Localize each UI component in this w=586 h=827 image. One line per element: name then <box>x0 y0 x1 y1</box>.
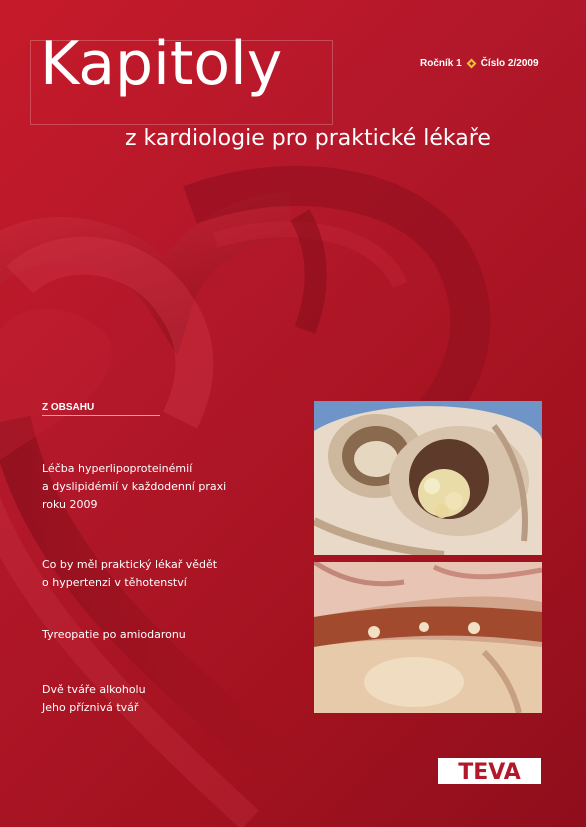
contents-divider <box>42 415 160 416</box>
svg-text:TEVA: TEVA <box>458 760 521 784</box>
article-line: Léčba hyperlipoproteinémií <box>42 462 193 475</box>
journal-title: Kapitoly <box>40 29 283 99</box>
contents-heading: Z OBSAHU <box>42 402 95 413</box>
article-alcohol <box>42 681 146 717</box>
diamond-separator-icon <box>466 59 476 69</box>
article-hyperlipoproteinemia <box>42 460 226 514</box>
journal-subtitle: z kardiologie pro praktické lékaře <box>125 126 491 151</box>
article-line: Dvě tváře alkoholu <box>42 683 146 696</box>
issue-label: Číslo 2/2009 <box>480 58 539 69</box>
teva-logo <box>438 758 541 784</box>
article-line: Co by měl praktický lékař vědět <box>42 558 218 571</box>
volume-label: Ročník 1 <box>420 58 462 69</box>
issue-info <box>420 58 539 69</box>
article-amiodarone <box>42 626 186 644</box>
heart-tissue-photo <box>314 562 542 713</box>
article-line: o hypertenzi v těhotenství <box>42 576 187 589</box>
article-line: Tyreopatie po amiodaronu <box>42 628 186 641</box>
article-line: Jeho příznivá tvář <box>42 701 139 714</box>
heart-valve-photo <box>314 401 542 555</box>
article-hypertension-pregnancy <box>42 556 217 592</box>
article-line: roku 2009 <box>42 498 98 511</box>
article-line: a dyslipidémií v každodenní praxi <box>42 480 227 493</box>
